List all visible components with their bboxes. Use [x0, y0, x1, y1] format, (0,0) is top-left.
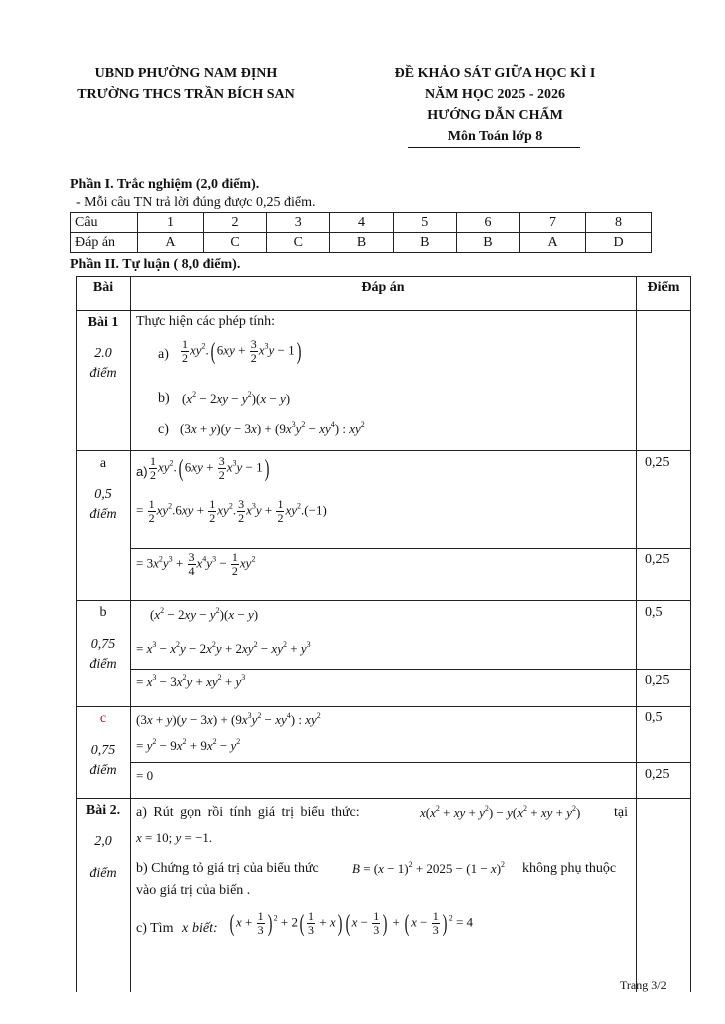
answer-cell: B: [393, 233, 456, 253]
bai2-a-expression: $x(x^2$ + xy + $y^2) - y(x^2$ + xy + $y^2$): [420, 804, 581, 820]
answer-row: [71, 233, 652, 253]
exam-title: ĐỀ KHẢO SÁT GIỮA HỌC KÌ I: [394, 66, 596, 81]
part2-title: Phần II. Tự luận ( 8,0 điểm).: [70, 257, 241, 272]
school-year: NĂM HỌC 2025 - 2026: [425, 87, 565, 102]
sub-a-line3: = $3x^2y^3$ + $\frac{3}{4}$ $x^4y^3$ − $\frac{1}{2}$ $xy^2$: [136, 550, 256, 578]
sub-c-line2: = $y^2 - 9x^2 + 9x^2 - y^2$: [136, 737, 241, 753]
district-name: UBND PHƯỜNG NAM ĐỊNH: [94, 66, 278, 81]
sub-b-line3: = $x^3 - 3x^2y + xy^2 + y^3$: [136, 673, 246, 689]
answer-table: [70, 212, 652, 253]
sub-c-score-1: 0,5: [645, 710, 663, 725]
exam-header: [370, 63, 620, 147]
bai2-b-expression: $B = (x - 1)^2 + 2025 - (1 - x)^2$: [352, 860, 506, 876]
sub-c-line3: = 0: [136, 768, 154, 783]
sub-b-points: 0,75: [90, 637, 116, 652]
question-num: 3: [267, 213, 330, 233]
bai2-b-text: b) Chứng tỏ giá trị của biểu thức: [136, 861, 319, 876]
table-border: [130, 762, 691, 763]
answer-cell: D: [586, 233, 652, 253]
sub-a-line2: = $\frac{1}{2}$ $xy^2.6xy$ + $\frac{1}{2}$ $xy^2$. $\frac{3}{2}$ $x^3y$ + $\frac{1}{2}$ $xy^2.(-1)$: [136, 497, 327, 525]
table-border: [130, 276, 131, 992]
bai1-a-prefix: a): [158, 347, 169, 362]
bai2-c-colon: biết:: [192, 921, 218, 936]
bai1-label: Bài 1: [87, 315, 119, 330]
question-num: 2: [203, 213, 266, 233]
bai1-points-unit: điểm: [89, 366, 117, 381]
table-border: [76, 276, 691, 277]
question-num: 5: [393, 213, 456, 233]
sub-a-points-unit: điểm: [89, 507, 117, 522]
page-number: Trang 3/2: [620, 978, 667, 992]
sub-c-label: c: [99, 711, 107, 726]
header-underline: [408, 147, 580, 148]
bai2-label: Bài 2.: [85, 803, 121, 818]
question-row: [71, 213, 652, 233]
bai2-b-line2: vào giá trị của biến .: [136, 883, 251, 898]
sub-b-line2: = $x^3 - x^2y - 2x^2y + 2xy^2 - xy^2 + y^3$: [136, 640, 311, 656]
subject: Môn Toán lớp 8: [447, 129, 543, 144]
bai2-points-unit: điểm: [89, 866, 117, 881]
question-num: 6: [456, 213, 519, 233]
bai1-b-expression: $(x^2 - 2xy - y^2)(x - y)$: [182, 390, 291, 406]
sub-b-score-1: 0,5: [645, 605, 663, 620]
sub-c-points-unit: điểm: [89, 763, 117, 778]
bai1-c-prefix: c): [158, 422, 169, 437]
answer-cell: C: [267, 233, 330, 253]
bai2-c-expression: ( x + $\frac{1}{3}$ ) $^2$ + 2( $\frac{1}{3}$ + x) ( x − $\frac{1}{3}$ ) + ( x − $\frac{1}{3}$ ) $^2$ = 4: [229, 909, 474, 937]
sub-a-label: a: [99, 456, 107, 471]
bai1-a-expression: $\frac{1}{2}$ $xy^2$.( 6xy + $\frac{3}{2}$ $x^3y - 1$): [182, 337, 301, 365]
guide-title: HƯỚNG DẪN CHẤM: [427, 108, 563, 123]
sub-b-score-2: 0,25: [645, 673, 670, 688]
part1-note: - Mỗi câu TN trả lời đúng được 0,25 điểm.: [76, 195, 316, 210]
question-num: 8: [586, 213, 652, 233]
sub-c-points: 0,75: [90, 743, 116, 758]
bai1-b-prefix: b): [158, 391, 170, 406]
sub-a-points: 0,5: [94, 487, 112, 502]
table-border: [130, 548, 691, 549]
sub-a-line1: $\frac{1}{2}$ $xy^2$.( 6xy + $\frac{3}{2}$ $x^3y - 1$): [150, 454, 269, 482]
answer-cell: B: [330, 233, 393, 253]
answer-cell: C: [203, 233, 266, 253]
table-border: [130, 669, 691, 670]
row-label-dapan: Đáp án: [71, 233, 138, 253]
table-border: [76, 798, 691, 799]
school-name: TRƯỜNG THCS TRẦN BÍCH SAN: [77, 87, 295, 102]
sub-b-line1: $(x^2 - 2xy - y^2)(x - y)$: [150, 606, 259, 622]
part1-title: Phần I. Trắc nghiệm (2,0 điểm).: [70, 177, 260, 192]
col-header-bai: Bài: [92, 280, 114, 295]
bai1-intro: Thực hiện các phép tính:: [136, 314, 275, 329]
bai1-points: 2.0: [94, 346, 112, 361]
sub-a-score-1: 0,25: [645, 455, 670, 470]
table-border: [690, 276, 691, 992]
answer-cell: A: [520, 233, 586, 253]
table-border: [636, 276, 637, 992]
answer-cell: A: [138, 233, 204, 253]
row-label-cau: Câu: [71, 213, 138, 233]
bai2-points: 2,0: [94, 834, 112, 849]
table-border: [76, 450, 691, 451]
question-num: 4: [330, 213, 393, 233]
bai1-c-expression: $(3x + y)(y - 3x) + (9x^3y^2 - xy^4)$ : $xy^2$: [180, 420, 365, 436]
table-border: [76, 276, 77, 992]
sub-a-score-2: 0,25: [645, 552, 670, 567]
table-border: [76, 310, 691, 311]
bai2-c-text: c) Tìm: [136, 921, 174, 936]
bai2-b-tail: không phụ thuộc: [522, 861, 617, 876]
answer-cell: B: [456, 233, 519, 253]
sub-b-points-unit: điểm: [89, 657, 117, 672]
col-header-dapan: Đáp án: [361, 280, 405, 295]
school-header: [52, 63, 320, 105]
bai2-a-values: x = 10; y = −1.: [136, 830, 213, 845]
sub-a-prefix: a): [136, 464, 148, 479]
sub-c-line1: $(3x + y)(y - 3x) + (9x^3y^2 - xy^4)$ : $xy^2$: [136, 711, 321, 727]
table-border: [76, 600, 691, 601]
sub-b-label: b: [99, 605, 107, 620]
col-header-diem: Điểm: [647, 280, 680, 295]
question-num: 1: [138, 213, 204, 233]
sub-c-score-2: 0,25: [645, 767, 670, 782]
question-num: 7: [520, 213, 586, 233]
bai2-c-variable: x: [182, 921, 189, 936]
bai2-a-text: a) Rút gọn rồi tính giá trị biểu thức:: [136, 805, 360, 820]
table-border: [76, 706, 691, 707]
bai2-a-tail: tại: [614, 805, 628, 820]
